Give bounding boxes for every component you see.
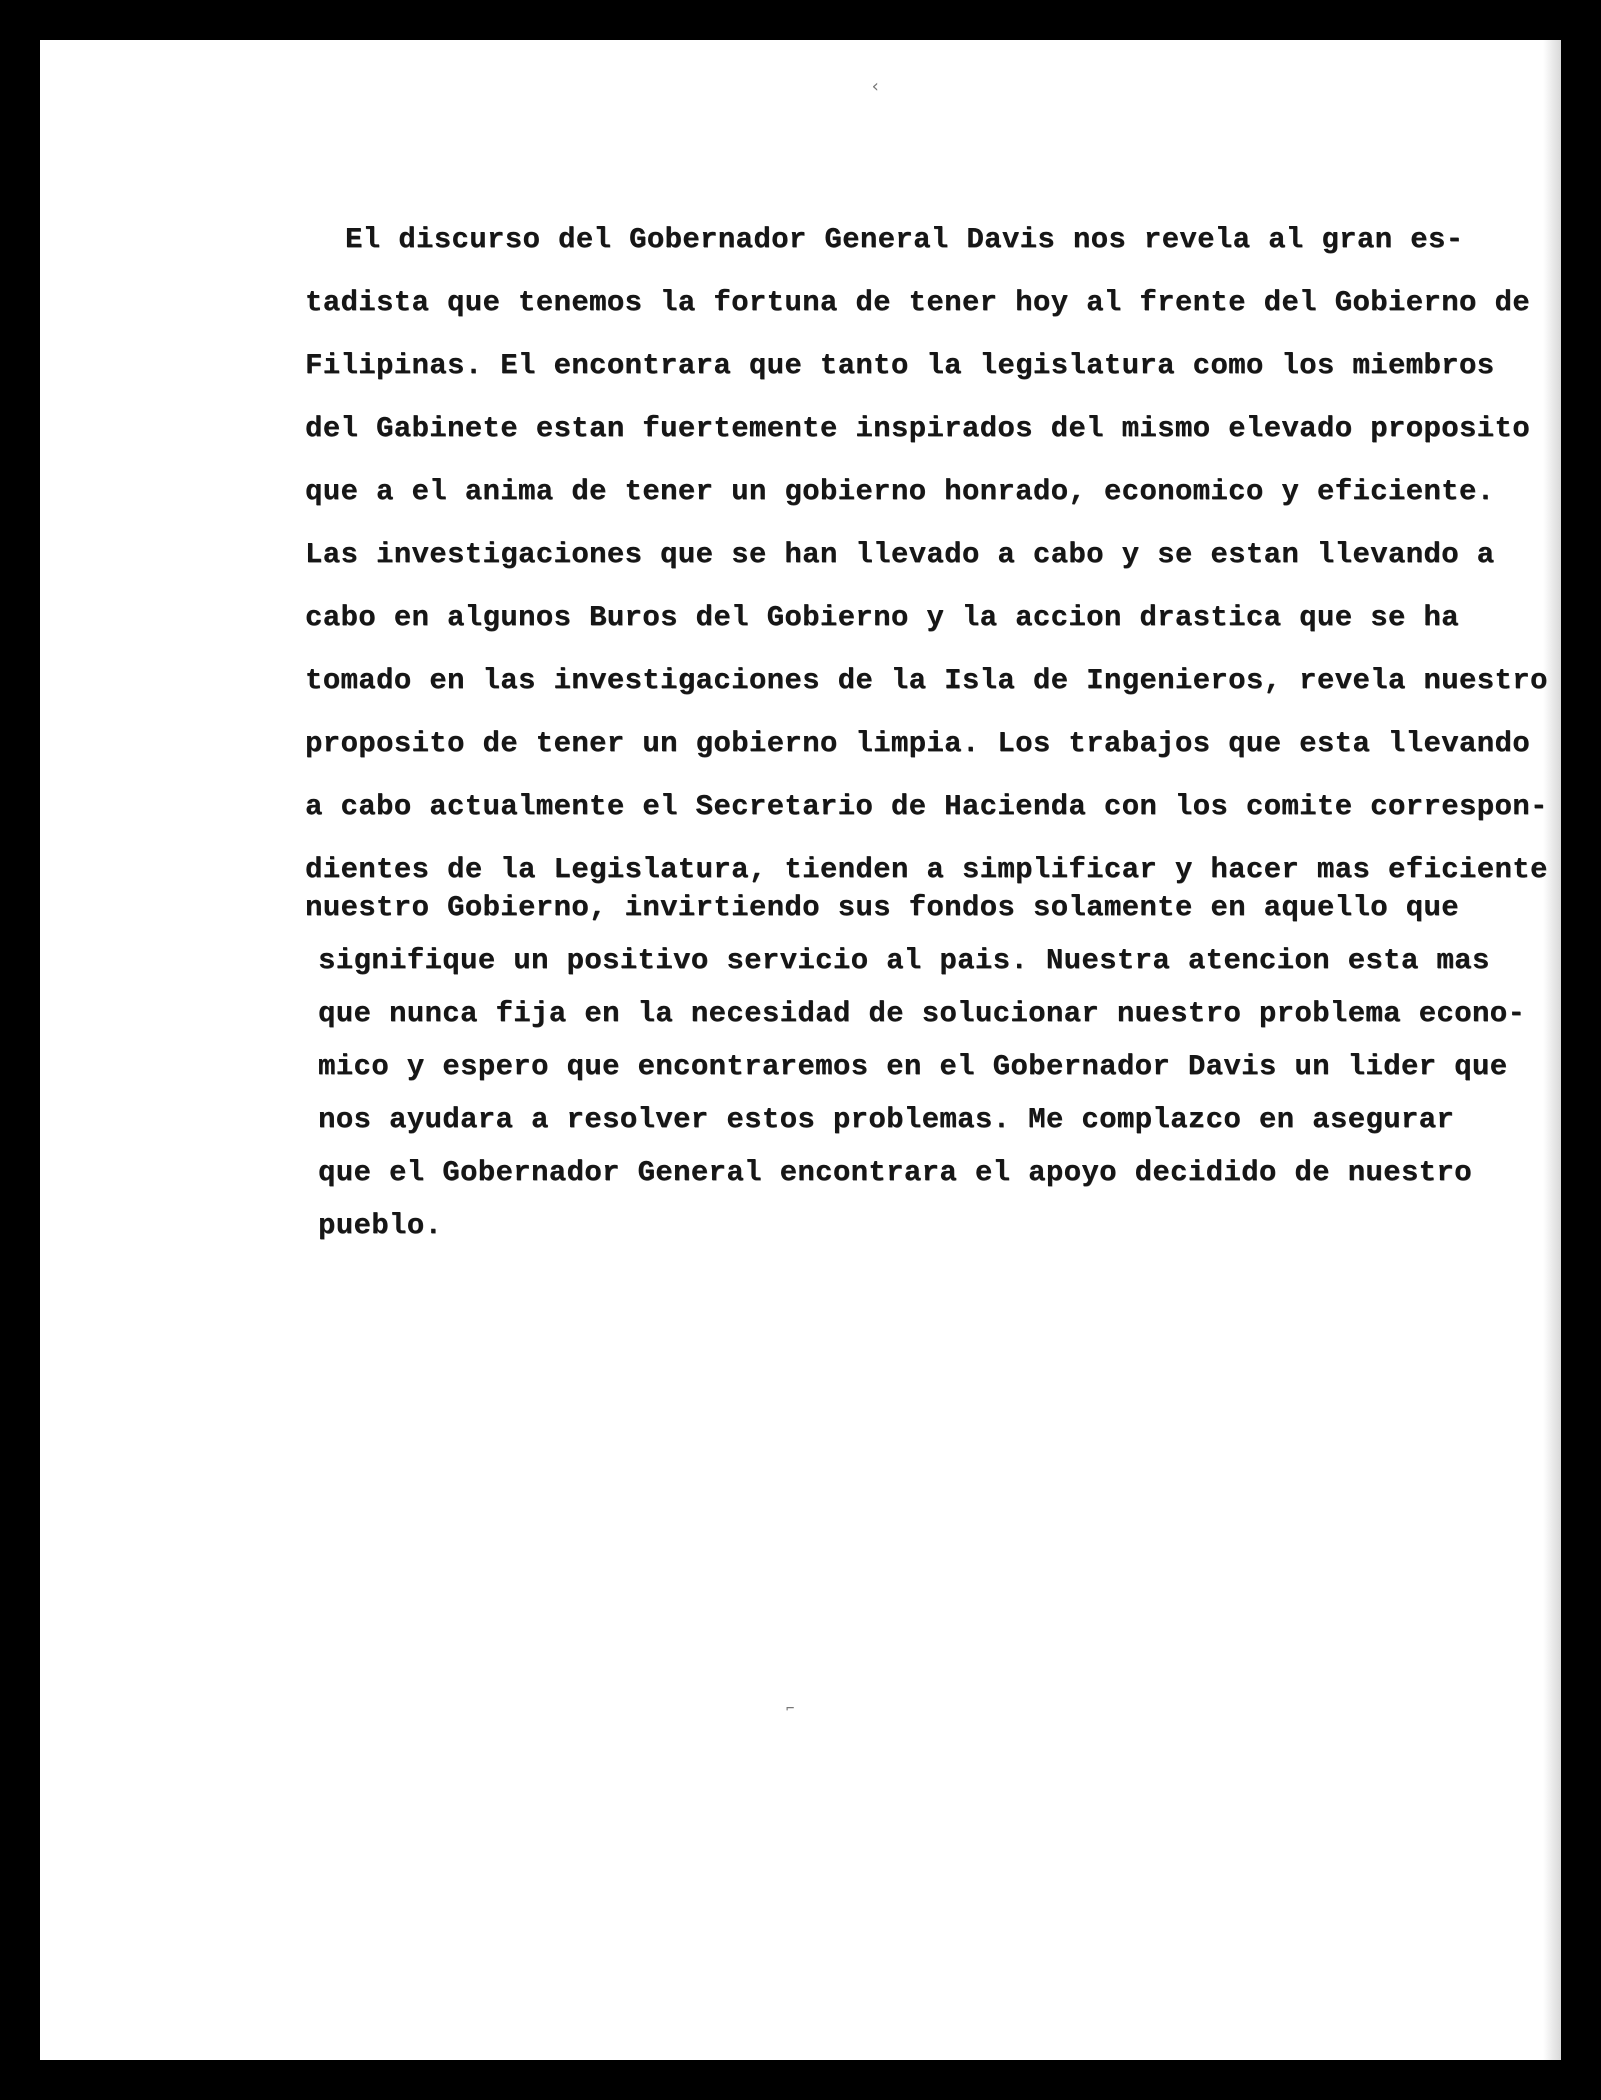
typed-body-text bbox=[40, 40, 1561, 2060]
text-line: proposito de tener un gobierno limpia. Los trabajos que esta llevando bbox=[305, 727, 1530, 760]
text-line: a cabo actualmente el Secretario de Hacienda con los comite correspon- bbox=[305, 790, 1548, 823]
text-line: dientes de la Legislatura, tienden a simplificar y hacer mas eficiente bbox=[305, 853, 1548, 886]
text-line: nos ayudara a resolver estos problemas. Me complazco en asegurar bbox=[318, 1103, 1455, 1136]
text-line: tadista que tenemos la fortuna de tener hoy al frente del Gobierno de bbox=[305, 286, 1530, 319]
text-line: nuestro Gobierno, invirtiendo sus fondos solamente en aquello que bbox=[305, 891, 1459, 924]
text-line: que el Gobernador General encontrara el apoyo decidido de nuestro bbox=[318, 1156, 1472, 1189]
stray-mark: ‹ bbox=[870, 76, 881, 97]
text-line: mico y espero que encontraremos en el Gobernador Davis un lider que bbox=[318, 1050, 1508, 1083]
text-line: que a el anima de tener un gobierno honrado, economico y eficiente. bbox=[305, 475, 1495, 508]
text-line: Filipinas. El encontrara que tanto la legislatura como los miembros bbox=[305, 349, 1495, 382]
document-page bbox=[40, 40, 1561, 2060]
text-line: signifique un positivo servicio al pais. Nuestra atencion esta mas bbox=[318, 944, 1490, 977]
text-line: Las investigaciones que se han llevado a cabo y se estan llevando a bbox=[305, 538, 1495, 571]
text-line: pueblo. bbox=[318, 1209, 443, 1242]
text-line: que nunca fija en la necesidad de solucionar nuestro problema econo- bbox=[318, 997, 1526, 1030]
text-line: tomado en las investigaciones de la Isla de Ingenieros, revela nuestro bbox=[305, 664, 1548, 697]
text-line: El discurso del Gobernador General Davis nos revela al gran es- bbox=[345, 223, 1464, 256]
stray-mark: ⌐ bbox=[786, 1701, 795, 1717]
text-line: del Gabinete estan fuertemente inspirados del mismo elevado proposito bbox=[305, 412, 1530, 445]
text-line: cabo en algunos Buros del Gobierno y la accion drastica que se ha bbox=[305, 601, 1459, 634]
